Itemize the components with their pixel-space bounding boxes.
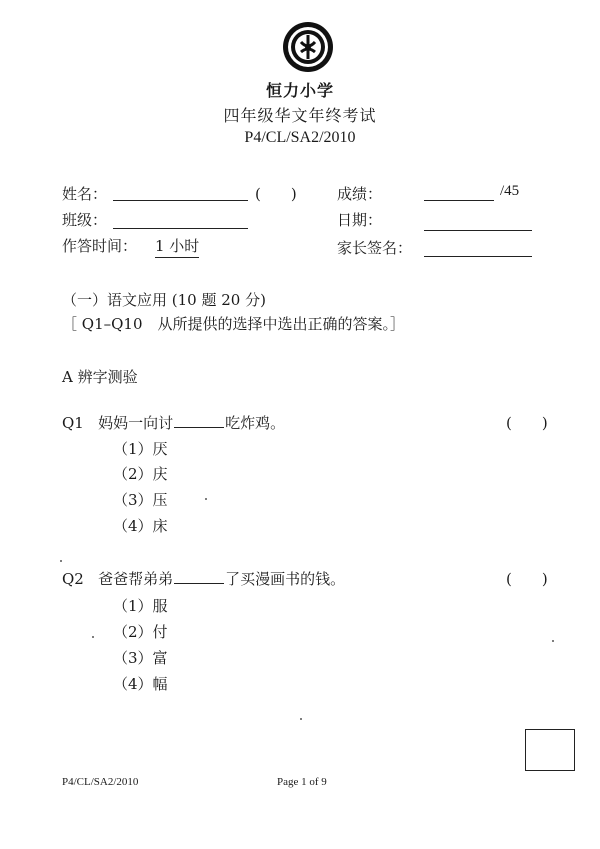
score-line[interactable]	[424, 200, 494, 201]
name-label: 姓名：	[62, 185, 108, 203]
date-line[interactable]	[424, 230, 532, 231]
answer-paren[interactable]: ( )	[506, 570, 548, 588]
option-item[interactable]: （3）富	[113, 649, 168, 667]
answer-paren[interactable]: ( )	[506, 414, 548, 432]
scan-speck	[552, 640, 554, 642]
score-total: /45	[500, 183, 520, 199]
footer-page-number: Page 1 of 9	[277, 776, 327, 788]
name-line[interactable]	[113, 200, 248, 201]
part-a-title: A 辨字测验	[62, 368, 138, 386]
class-number-paren[interactable]: ( )	[255, 185, 297, 203]
time-value: 1 小时	[155, 235, 199, 258]
section-instruction: ［ Q1–Q10 从所提供的选择中选出正确的答案。］	[62, 315, 405, 333]
footer-code: P4/CL/SA2/2010	[62, 776, 139, 788]
option-item[interactable]: （1）服	[113, 597, 168, 615]
option-item[interactable]: （4）床	[113, 517, 168, 535]
scan-speck	[300, 718, 302, 720]
parent-signature-label: 家长签名：	[337, 239, 413, 257]
option-item[interactable]: （4）幅	[113, 675, 168, 693]
date-label: 日期：	[337, 211, 383, 229]
question-text-before: 爸爸帮弟弟	[98, 570, 174, 588]
question-text-after: 了买漫画书的钱。	[225, 570, 346, 588]
answer-blank[interactable]	[174, 413, 224, 428]
question-2	[62, 568, 345, 589]
answer-blank[interactable]	[174, 569, 224, 584]
option-item[interactable]: （2）付	[113, 623, 168, 641]
question-1	[62, 412, 285, 433]
time-label: 作答时间：	[62, 237, 138, 255]
class-line[interactable]	[113, 228, 248, 229]
exam-title: 四年级华文年终考试	[223, 106, 377, 125]
option-item[interactable]: （1）厌	[113, 440, 168, 458]
question-text-after: 吃炸鸡。	[225, 414, 286, 432]
exam-code: P4/CL/SA2/2010	[244, 129, 356, 146]
school-crest-icon	[281, 20, 335, 74]
question-number: Q2	[62, 570, 84, 588]
parent-signature-line[interactable]	[424, 256, 532, 257]
score-box[interactable]	[525, 729, 575, 771]
section-title: （一）语文应用 (10 题 20 分)	[62, 291, 266, 309]
question-text-before: 妈妈一向讨	[98, 414, 174, 432]
class-label: 班级：	[62, 211, 108, 229]
scan-speck	[92, 636, 94, 638]
option-item[interactable]: （3）压	[113, 491, 168, 509]
scan-speck	[205, 498, 207, 500]
option-item[interactable]: （2）庆	[113, 465, 168, 483]
question-number: Q1	[62, 414, 84, 432]
school-name: 恒力小学	[265, 81, 334, 100]
scan-speck	[60, 560, 62, 562]
score-label: 成绩：	[337, 185, 383, 203]
